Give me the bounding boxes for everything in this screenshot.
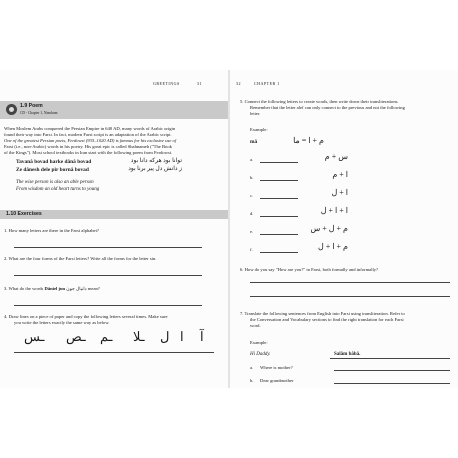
answer-line[interactable]	[260, 216, 298, 217]
letter-combo: ا + ا + ل	[320, 206, 348, 215]
letter-combo: م + ا + ل	[317, 242, 348, 251]
audio-caption: CD - Chapter 1, Nimdunn	[20, 111, 58, 115]
answer-line[interactable]	[260, 234, 298, 235]
item-label: e.	[250, 229, 254, 234]
poem-translit: Tavanâ bovad harke dânâ bovad	[16, 159, 92, 165]
question-2: 2. What are the four forms of the Farsi letters? Write all the forms for the letter sin.	[4, 256, 157, 261]
example-underline	[330, 358, 450, 359]
question-7-line: the Conversation and Vocabulary sections to find the right translation for each Farsi	[250, 317, 404, 322]
question-1: 1. How many letters are there in the Farsi alphabet?	[4, 228, 99, 233]
answer-line[interactable]	[334, 383, 450, 384]
farsi-letter: ـص	[66, 329, 86, 344]
farsi-letter: آ	[200, 329, 204, 344]
item-label: b.	[250, 378, 254, 383]
farsi-letter: ـلا	[133, 329, 145, 344]
sentence: Where is mother?	[260, 365, 293, 370]
question-4-line1: 4. Draw lines on a piece of paper and copy the following letters several times. Make sure	[4, 314, 168, 319]
farsi-letter: ـم	[100, 329, 113, 344]
body-line: Farsi (i.e., non-Arabic) words in his poetry. His great epic is called Shahnameh ("The Book	[4, 144, 172, 149]
example-translit: Salâm bâbâ.	[334, 352, 361, 357]
page-number: 32	[236, 81, 241, 86]
answer-line[interactable]	[14, 275, 202, 276]
question-6: 6. How do you say "How are you?" in Farsi, both formally and informally?	[240, 267, 379, 272]
answer-line[interactable]	[260, 198, 298, 199]
example-label: Example:	[250, 340, 268, 345]
question-5-line: letter.	[250, 111, 261, 116]
poem-section-header	[0, 101, 228, 119]
answer-line[interactable]	[260, 252, 298, 253]
body-line: found their way into Farsi. In fact, modern Farsi script is an adaptation of the Arabic script.	[4, 132, 172, 137]
page-number: 31	[197, 81, 202, 86]
question-5-line: Remember that the letter alef can only connect to the previous and not the following	[250, 105, 405, 110]
farsi-letter: ا	[180, 329, 184, 344]
letter-combo: س + م	[324, 152, 348, 161]
body-line: One of the greatest Persian poets, Ferdowsi (935–1020 AD) is famous for his exclusive use of	[4, 138, 177, 143]
item-label: a.	[250, 157, 254, 162]
audio-cd-icon	[6, 104, 17, 115]
example-translit: mâ	[250, 139, 258, 145]
farsi-letter: ل	[160, 329, 170, 344]
left-page	[0, 70, 229, 388]
sentence: Dear grandmother	[260, 378, 294, 383]
item-label: b.	[250, 175, 254, 180]
letter-combo: ا + م	[332, 170, 348, 179]
running-head: GREETINGS	[153, 81, 180, 86]
exercises-section-header	[0, 210, 228, 219]
example-farsi: م + ا = ما	[293, 136, 324, 145]
answer-line[interactable]	[250, 296, 450, 297]
question-3: 3. What do the words Dâniel jun دانیال جون mean?	[4, 286, 100, 291]
section-title: 1.10 Exercises	[6, 211, 42, 217]
farsi-letter: ـس	[24, 329, 45, 344]
body-line: When Moslem Arabs conquered the Persian Empire in 640 AD, many words of Arabic origin	[4, 126, 176, 131]
example-label: Example:	[250, 127, 268, 132]
answer-line[interactable]	[260, 180, 298, 181]
translation-line: The wise person is also an able person	[16, 180, 94, 185]
answer-line[interactable]	[14, 305, 202, 306]
q3-farsi: دانیال جون	[66, 286, 87, 291]
answer-line[interactable]	[260, 162, 298, 163]
item-label: d.	[250, 211, 254, 216]
poem-farsi: ز دانش دل پیر برنا بود	[128, 166, 182, 172]
question-5-line: 5. Connect the following letters to create words, then write down their transliterations.	[240, 99, 399, 104]
body-line: of the Kings"). Most school textbooks in Iran start with the following poem from Ferdowsi.	[4, 150, 173, 155]
item-label: a.	[250, 365, 254, 370]
poem-translit: Ze dânesh dele pir bornâ bovad	[16, 167, 89, 173]
item-label: f.	[250, 247, 253, 252]
question-4-line2: you write the letters exactly the same way as below.	[14, 320, 110, 325]
letter-combo: م + ل + س	[310, 224, 348, 233]
running-head: CHAPTER 1	[254, 81, 280, 86]
example-english: Hi Daddy.	[250, 352, 271, 357]
answer-line[interactable]	[250, 282, 450, 283]
answer-line[interactable]	[334, 370, 450, 371]
answer-line[interactable]	[14, 247, 202, 248]
section-title: 1.9 Poem	[20, 103, 43, 109]
item-label: c.	[250, 193, 254, 198]
right-page	[230, 70, 458, 388]
poem-farsi: توانا بود هرکه دانا بود	[130, 158, 182, 164]
copy-baseline	[14, 352, 214, 353]
q3-word: Dâniel jun	[44, 286, 66, 291]
translation-line: From wisdom an old heart turns to young	[16, 187, 100, 192]
question-7-line: 7. Translate the following sentences from English into Farsi using transliteration. Refer to	[240, 311, 405, 316]
letter-combo: ا + ل	[331, 188, 348, 197]
question-7-line: word.	[250, 323, 261, 328]
